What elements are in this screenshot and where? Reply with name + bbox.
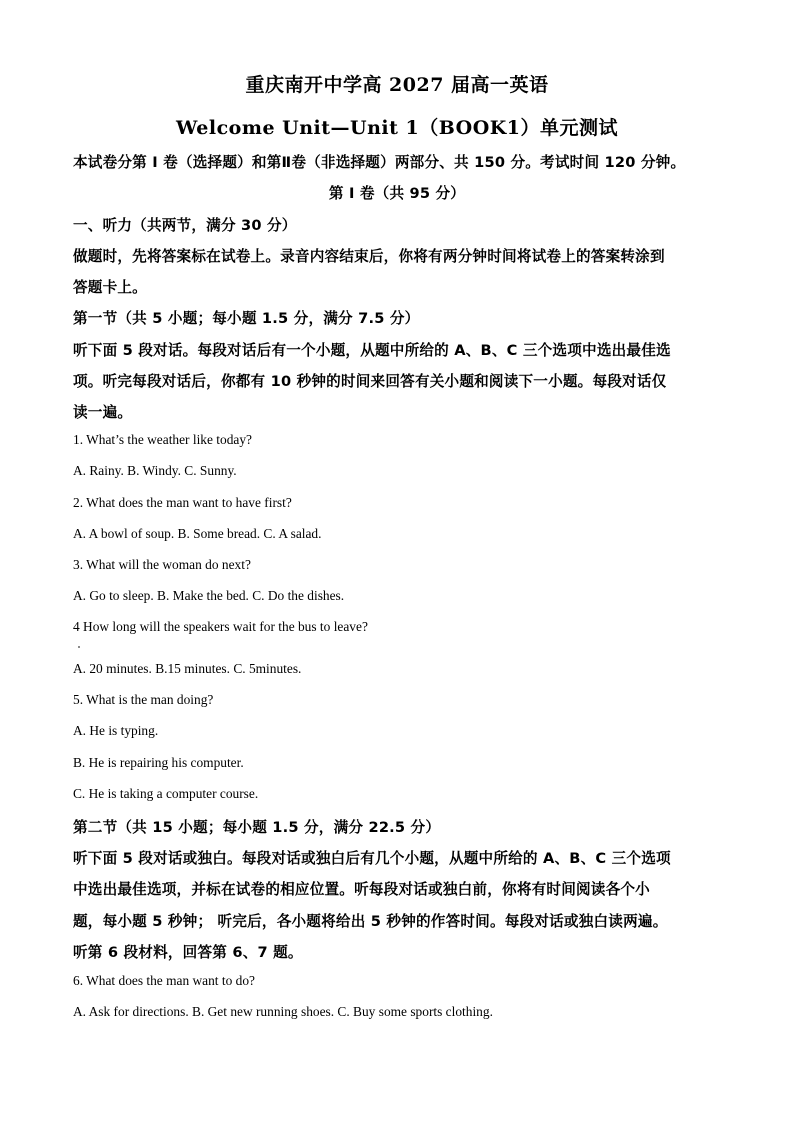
listening-instruction: 做题时，先将答案标在试卷上。录音内容结束后，你将有两分钟时间将试卷上的答案转涂到: [73, 248, 665, 265]
exam-title: 重庆南开中学高 2027 届高一英语: [245, 74, 549, 96]
question-5-option-a: A. He is typing.: [73, 723, 159, 738]
section2-instruction: 听下面 5 段对话或独白。每段对话或独白后有几个小题，从题中所给的 A、B、C 三个选项: [73, 850, 671, 867]
listening-instruction: 答题卡上。: [73, 279, 147, 296]
question-4: 4 How long will the speakers wait for the bus to leave?: [73, 619, 368, 634]
exam-subtitle: Welcome Unit—Unit 1（BOOK1）单元测试: [176, 117, 618, 139]
stray-dot: [78, 646, 80, 648]
section2-heading: 第二节（共 15 小题；每小题 1.5 分，满分 22.5 分）: [73, 819, 441, 836]
listening-heading: 一、听力（共两节，满分 30 分）: [73, 217, 297, 234]
question-5: 5. What is the man doing?: [73, 692, 214, 707]
question-2: 2. What does the man want to have first?: [73, 495, 292, 510]
question-5-option-c: C. He is taking a computer course.: [73, 786, 259, 801]
section1-instruction: 听下面 5 段对话。每段对话后有一个小题，从题中所给的 A、B、C 三个选项中选出最佳选: [73, 342, 671, 359]
exam-note: 本试卷分第 I 卷（选择题）和第Ⅱ卷（非选择题）两部分、共 150 分。考试时间 120 分钟。: [73, 154, 686, 171]
part1-heading: 第 I 卷（共 95 分）: [328, 185, 466, 202]
question-1: 1. What’s the weather like today?: [73, 432, 252, 447]
question-6: 6. What does the man want to do?: [73, 973, 255, 988]
question-3: 3. What will the woman do next?: [73, 557, 251, 572]
section1-instruction: 项。听完每段对话后，你都有 10 秒钟的时间来回答有关小题和阅读下一小题。每段对话仅: [73, 373, 667, 390]
question-6-options: A. Ask for directions. B. Get new running shoes. C. Buy some sports clothing.: [73, 1004, 493, 1019]
section1-instruction: 读一遍。: [73, 404, 133, 421]
section1-heading: 第一节（共 5 小题；每小题 1.5 分，满分 7.5 分）: [73, 310, 420, 327]
question-5-option-b: B. He is repairing his computer.: [73, 755, 244, 770]
question-3-options: A. Go to sleep. B. Make the bed. C. Do the dishes.: [73, 588, 345, 603]
section2-instruction: 中选出最佳选项，并标在试卷的相应位置。听每段对话或独白前，你将有时间阅读各个小: [73, 881, 650, 898]
section2-instruction: 题，每小题 5 秒钟； 听完后，各小题将给出 5 秒钟的作答时间。每段对话或独白读两遍。: [73, 913, 668, 930]
question-4-options: A. 20 minutes. B.15 minutes. C. 5minutes.: [73, 661, 302, 676]
section2-instruction: 听第 6 段材料，回答第 6、7 题。: [73, 944, 303, 961]
question-1-options: A. Rainy. B. Windy. C. Sunny.: [73, 463, 237, 478]
question-2-options: A. A bowl of soup. B. Some bread. C. A salad.: [73, 526, 322, 541]
